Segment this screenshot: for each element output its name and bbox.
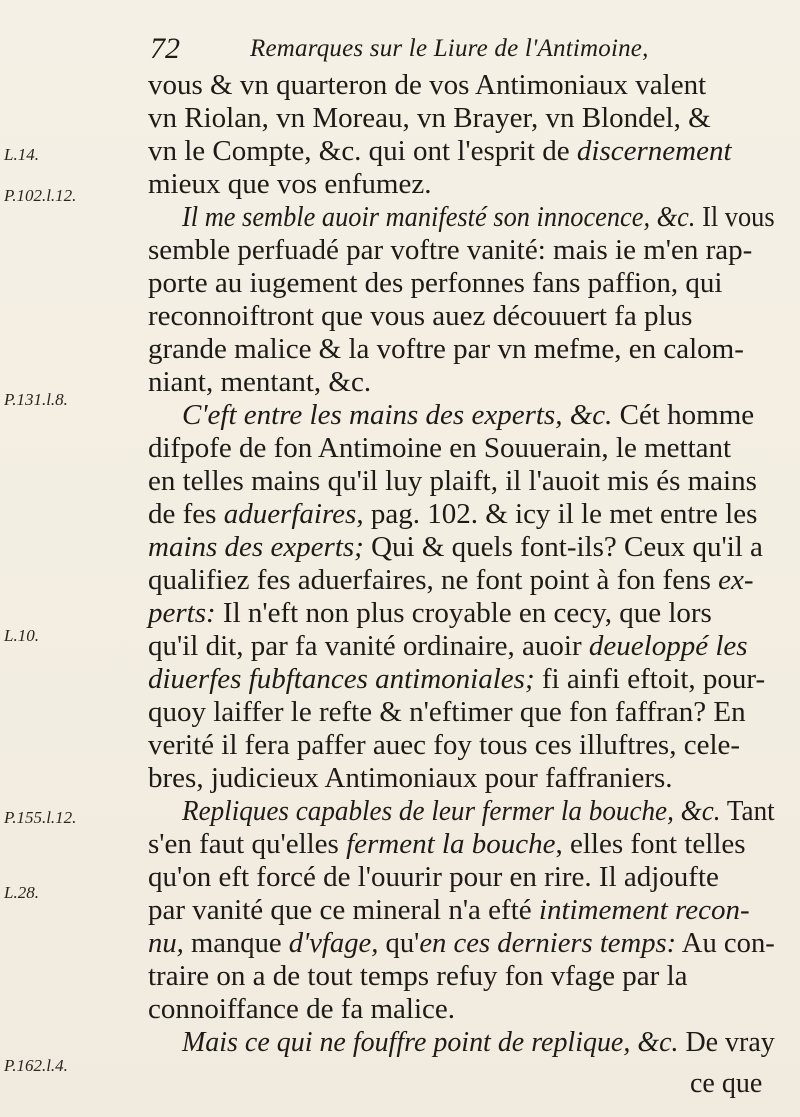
text-line: mains des experts; Qui & quels font-ils? Ceux qu'il a [148, 531, 763, 563]
text-line: connoiffance de fa malice. [148, 993, 456, 1025]
page-number: 72 [150, 32, 180, 65]
text-line: nu, manque d'vfage, qu'en ces derniers temps: Au con- [148, 927, 775, 959]
margin-note: P.102.l.12. [4, 186, 77, 205]
text-line: qu'on eft forcé de l'ouurir pour en rire. Il adjoufte [148, 861, 719, 893]
margin-note: L.14. [4, 145, 39, 164]
text-line: Il me semble auoir manifesté son innocence, &c. Il vous [182, 201, 775, 233]
text-line: de fes aduerfaires, pag. 102. & icy il le met entre les [148, 498, 758, 530]
text-line: C'eft entre les mains des experts, &c. Cét homme [182, 399, 755, 431]
text-line: vous & vn quarteron de vos Antimoniaux valent [148, 69, 707, 101]
text-line: Mais ce qui ne fouffre point de replique, &c. De vray [182, 1026, 775, 1058]
text-line: par vanité que ce mineral n'a efté intimement recon- [148, 894, 750, 926]
text-line: diuerfes fubftances antimoniales; fi ainfi eftoit, pour- [148, 663, 766, 695]
text-line: qu'il dit, par fa vanité ordinaire, auoir deueloppé les [148, 630, 748, 662]
text-line: mieux que vos enfumez. [148, 168, 432, 200]
text-line: semble perfuadé par voftre vanité: mais ie m'en rap- [148, 234, 753, 266]
running-header [150, 28, 770, 68]
text-line: qualifiez fes aduerfaires, ne font point à fon fens ex- [148, 564, 754, 596]
text-line: vn Riolan, vn Moreau, vn Brayer, vn Blondel, & [148, 102, 711, 134]
margin-note: P.162.l.4. [4, 1056, 68, 1075]
text-line: difpofe de fon Antimoine en Souuerain, le mettant [148, 432, 732, 464]
text-line: reconnoiftront que vous auez découuert fa plus [148, 300, 693, 332]
text-line: s'en faut qu'elles ferment la bouche, elles font telles [148, 828, 746, 860]
catchword: ce que [690, 1068, 763, 1099]
text-line: quoy laiffer le refte & n'eftimer que fon faffran? En [148, 696, 746, 728]
margin-note: P.155.l.12. [4, 808, 77, 827]
text-line: en telles mains qu'il luy plaift, il l'auoit mis és mains [148, 465, 757, 497]
text-line: vn le Compte, &c. qui ont l'esprit de discernement [148, 135, 732, 167]
margin-note: L.10. [4, 626, 39, 645]
text-line: perts: Il n'eft non plus croyable en cecy, que lors [148, 597, 712, 629]
margin-note: L.28. [4, 883, 39, 902]
text-line: traire on a de tout temps refuy fon vfage par la [148, 960, 688, 992]
text-line: Repliques capables de leur fermer la bouche, &c. Tant [182, 795, 775, 827]
text-line: bres, judicieux Antimoniaux pour faffraniers. [148, 762, 673, 794]
text-line: porte au iugement des perfonnes fans paffion, qui [148, 267, 723, 299]
text-line: verité il fera paffer auec foy tous ces illuftres, cele- [148, 729, 741, 761]
running-title: Remarques sur le Liure de l'Antimoine, [250, 35, 649, 62]
text-line: grande malice & la voftre par vn mefme, en calom- [148, 333, 744, 365]
margin-note: P.131.l.8. [4, 390, 68, 409]
text-line: niant, mentant, &c. [148, 366, 372, 398]
